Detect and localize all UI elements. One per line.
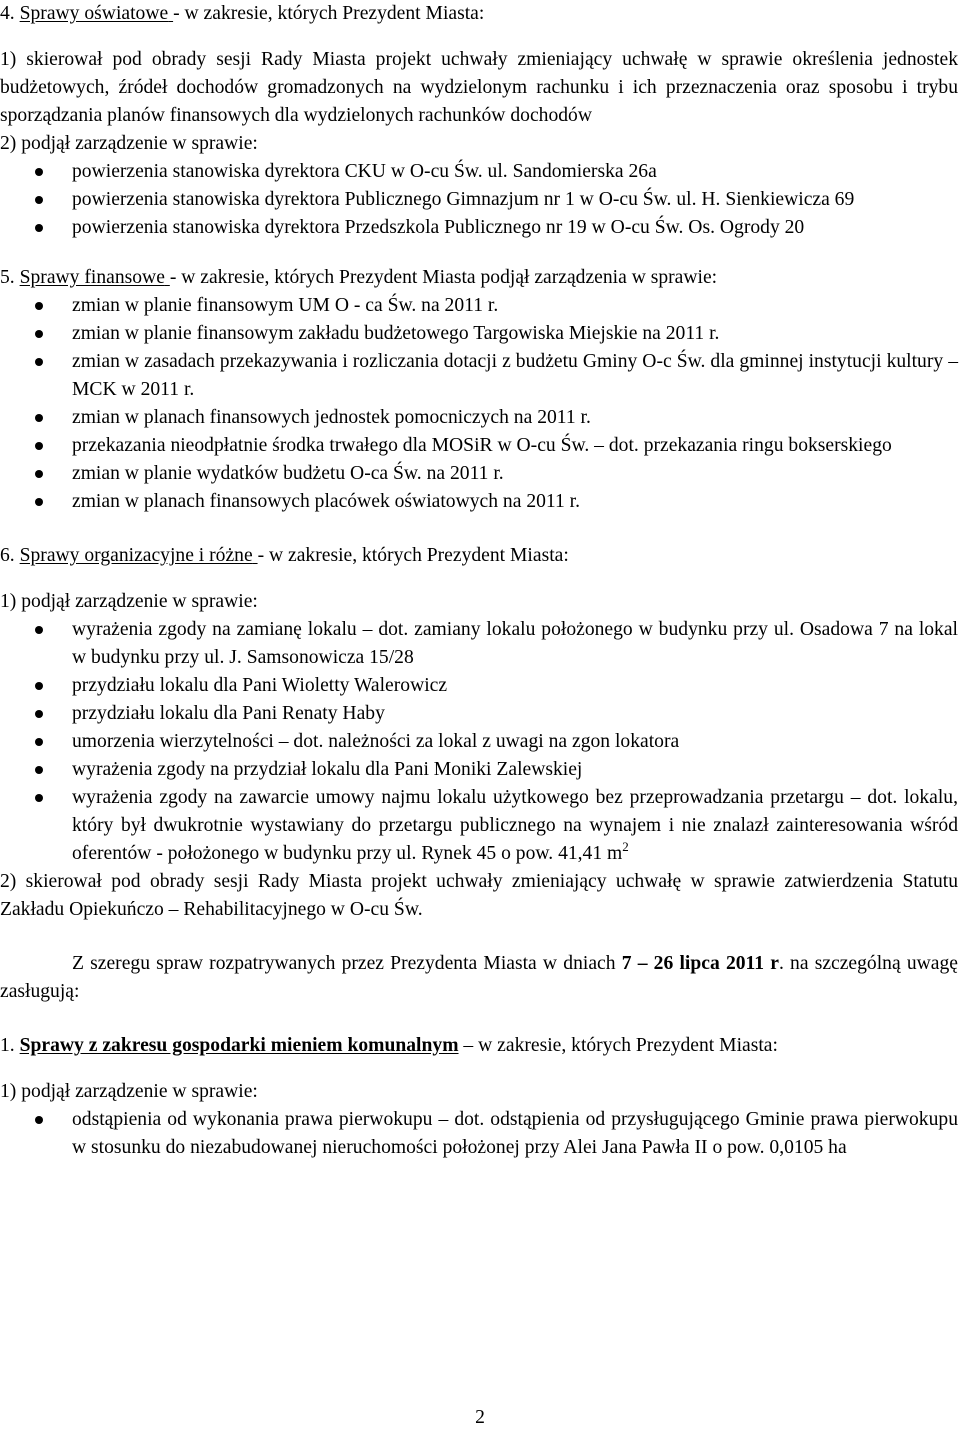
section-4-intro: - w zakresie, których Prezydent Miasta: — [173, 3, 485, 24]
section-5-intro: - w zakresie, których Prezydent Miasta podjął zarządzenia w sprawie: — [169, 267, 718, 288]
list-item: powierzenia stanowiska dyrektora CKU w O-cu Św. ul. Sandomierska 26a — [0, 158, 958, 186]
section-4-paragraph-1: 1) skierował pod obrady sesji Rady Miasta projekt uchwały zmieniający uchwałę w sprawie określenia jednostek budżetowych, źródeł dochodów gromadzonych na wydzielonym rachunku i ich przeznaczenia oraz sposobu i trybu sporządzania planów finansowych dla wydzielonych rachunków dochodów — [0, 49, 958, 126]
list-item: zmian w planach finansowych placówek oświatowych na 2011 r. — [0, 488, 958, 516]
section-6-intro: - w zakresie, których Prezydent Miasta: — [257, 545, 569, 566]
section-6-number: 6. — [0, 545, 15, 566]
section-4-number: 4. — [0, 3, 15, 24]
list-item: zmian w planie finansowym zakładu budżetowego Targowiska Miejskie na 2011 r. — [0, 320, 958, 348]
list-item: umorzenia wierzytelności – dot. należności za lokal z uwagi na zgon lokatora — [0, 728, 958, 756]
list-item: zmian w zasadach przekazywania i rozliczania dotacji z budżetu Gminy O-c Św. dla gminnej instytucji kultury – MCK w 2011 r. — [0, 348, 958, 404]
section-5-list — [0, 292, 958, 516]
section-1-list — [0, 1106, 958, 1162]
section-4-heading — [0, 0, 958, 28]
summary-tail: . na szczególną uwagę zasługują: — [0, 953, 958, 1002]
list-item — [0, 784, 958, 868]
section-1-number: 1. — [0, 1035, 15, 1056]
section-1-intro: – w zakresie, których Prezydent Miasta: — [458, 1035, 778, 1056]
list-item: wyrażenia zgody na przydział lokalu dla Pani Moniki Zalewskiej — [0, 756, 958, 784]
list-item: przekazania nieodpłatnie środka trwałego dla MOSiR w O-cu Św. – dot. przekazania ringu bokserskiego — [0, 432, 958, 460]
list-item: przydziału lokalu dla Pani Wioletty Walerowicz — [0, 672, 958, 700]
list-item: odstąpienia od wykonania prawa pierwokupu – dot. odstąpienia od przysługującego Gminie prawa pierwokupu w stosunku do niezabudowanej nieruchomości położonej przy Alei Jana Pawła II o pow. 0,0105 ha — [0, 1106, 958, 1162]
section-6-title: Sprawy organizacyjne i różne — [19, 545, 253, 566]
page-number: 2 — [475, 1407, 485, 1428]
section-1-paragraph-1: 1) podjął zarządzenie w sprawie: — [0, 1081, 258, 1102]
list-item: zmian w planach finansowych jednostek pomocniczych na 2011 r. — [0, 404, 958, 432]
section-4-list — [0, 158, 958, 242]
superscript: 2 — [622, 839, 629, 854]
list-item: powierzenia stanowiska dyrektora Przedszkola Publicznego nr 19 w O-cu Św. Os. Ogrody 20 — [0, 214, 958, 242]
section-6-paragraph-1: 1) podjął zarządzenie w sprawie: — [0, 591, 258, 612]
summary-lead: Z szeregu spraw rozpatrywanych przez Prezydenta Miasta w dniach — [72, 953, 622, 974]
section-1-heading — [0, 1032, 958, 1060]
section-6-paragraph-2: 2) skierował pod obrady sesji Rady Miasta projekt uchwały zmieniający uchwałę w sprawie zatwierdzenia Statutu Zakładu Opiekuńczo – Rehabilitacyjnego w O-cu Św. — [0, 871, 958, 920]
section-6-list — [0, 616, 958, 868]
list-item: wyrażenia zgody na zamianę lokalu – dot. zamiany lokalu położonego w budynku przy ul. Osadowa 7 na lokal w budynku przy ul. J. Samsonowicza 15/28 — [0, 616, 958, 672]
section-1-title: Sprawy z zakresu gospodarki mieniem komunalnym — [19, 1035, 459, 1056]
section-4-title: Sprawy oświatowe — [19, 3, 169, 24]
section-6-heading — [0, 542, 958, 570]
list-item: przydziału lokalu dla Pani Renaty Haby — [0, 700, 958, 728]
summary-paragraph — [0, 950, 958, 1006]
section-5-heading — [0, 264, 958, 292]
section-5-title: Sprawy finansowe — [19, 267, 165, 288]
list-item: zmian w planie wydatków budżetu O-ca Św. na 2011 r. — [0, 460, 958, 488]
list-item: powierzenia stanowiska dyrektora Publicznego Gimnazjum nr 1 w O-cu Św. ul. H. Sienkiewicza 69 — [0, 186, 958, 214]
list-item-text: wyrażenia zgody na zawarcie umowy najmu lokalu użytkowego bez przeprowadzania przetargu – dot. lokalu, który był dwukrotnie wystawiany do przetargu publicznego na wynajem i nie znalazł zainteresowania wśród oferentów - położonego w budynku przy ul. Rynek 45 o pow. 41,41 m — [72, 787, 958, 864]
section-4-paragraph-2: 2) podjął zarządzenie w sprawie: — [0, 133, 258, 154]
summary-dates: 7 – 26 lipca 2011 r — [621, 953, 779, 974]
section-5-number: 5. — [0, 267, 15, 288]
list-item: zmian w planie finansowym UM O - ca Św. na 2011 r. — [0, 292, 958, 320]
